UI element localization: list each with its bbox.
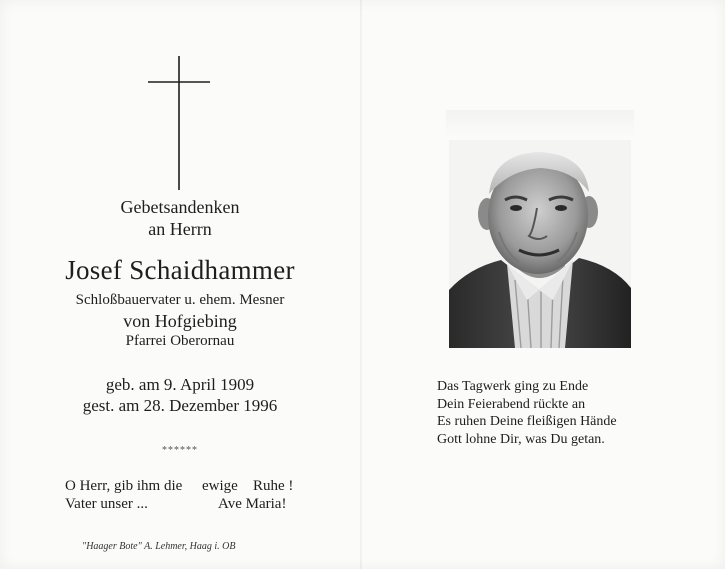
portrait-photo (449, 140, 631, 348)
prayer-line-2-left: Vater unser ... (65, 496, 148, 512)
heading-line-1: Gebetsandenken (120, 197, 240, 217)
death-date: gest. am 28. Dezember 1996 (82, 396, 278, 415)
portrait-image (449, 140, 631, 348)
verse-line-2: Dein Feierabend rückte an (437, 396, 586, 412)
birth-date: geb. am 9. April 1909 (105, 375, 255, 394)
prayer-line-1-mid: ewige (202, 478, 238, 494)
verse-line-4: Gott lohne Dir, was Du getan. (437, 431, 605, 447)
printer-imprint: "Haager Bote" A. Lehmer, Haag i. OB (82, 541, 236, 552)
deceased-title: Schloßbauervater u. ehem. Mesner (75, 292, 285, 308)
left-panel (0, 0, 360, 569)
verse-line-1: Das Tagwerk ging zu Ende (437, 379, 589, 394)
bleed-through-shadow (446, 110, 634, 138)
heading-line-2: an Herrn (148, 219, 212, 239)
verse-line-3: Es ruhen Deine fleißigen Hände (437, 414, 617, 429)
separator-stars: ****** (162, 445, 198, 456)
prayer-line-2-right: Ave Maria! (218, 496, 287, 512)
card-fold (360, 0, 362, 569)
memorial-verse (437, 378, 617, 448)
deceased-place: von Hofgiebing (123, 311, 237, 331)
deceased-name: Josef Schaidhammer (65, 255, 295, 285)
prayer-line-1-right: Ruhe ! (253, 478, 294, 494)
prayer-line-1-left: O Herr, gib ihm die (65, 478, 183, 494)
cross-icon (148, 56, 210, 190)
parish: Pfarrei Oberornau (125, 333, 235, 349)
